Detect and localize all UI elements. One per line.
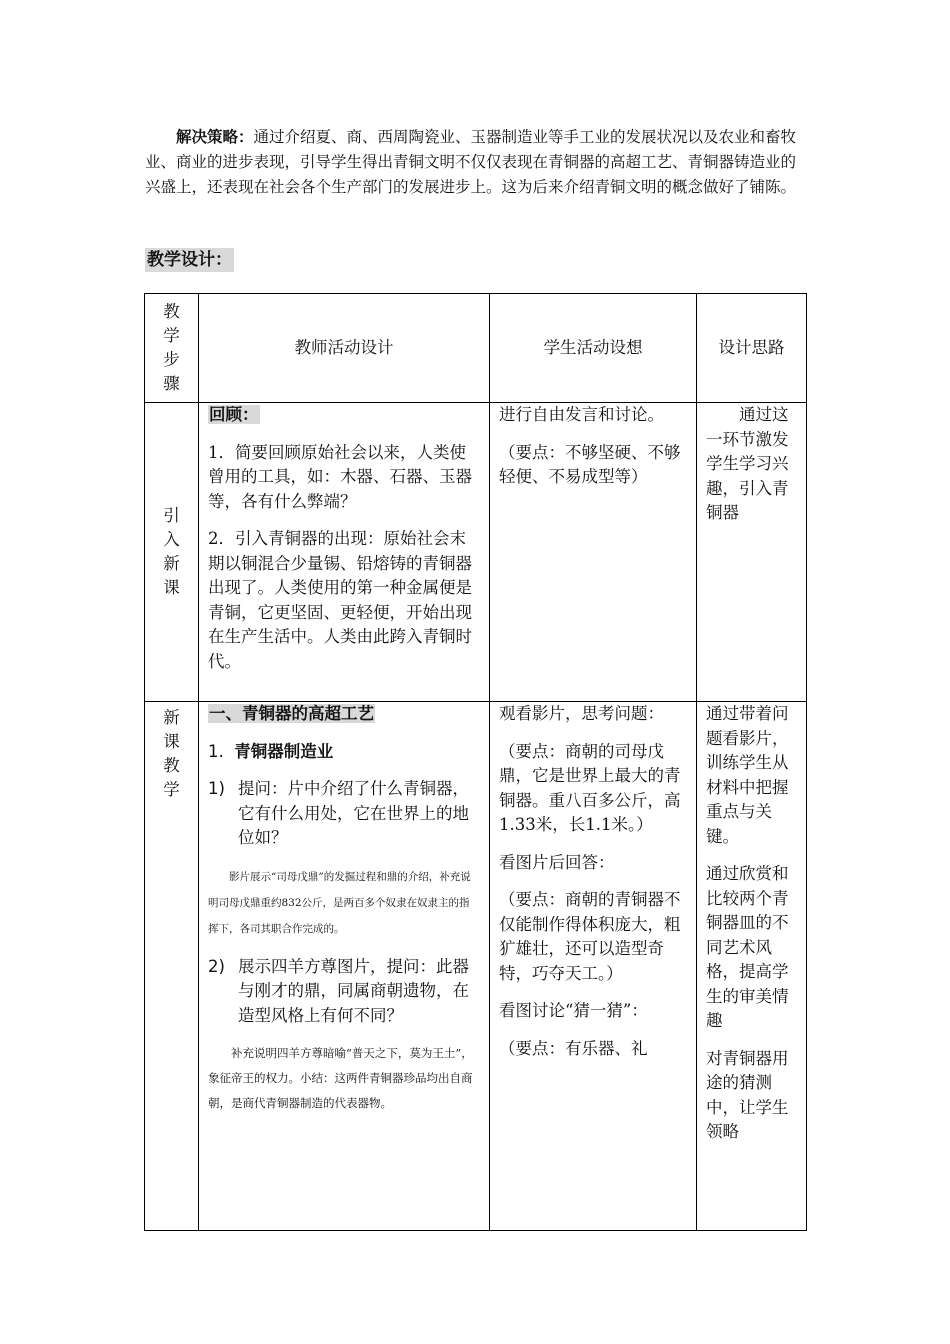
question-2: 展示四羊方尊图片，提问：此器与刚才的鼎，同属商朝遗物，在造型风格上有何不同？ xyxy=(238,956,469,1025)
row2-idea-p3: 对青铜器用途的猜测中，让学生领略 xyxy=(706,1048,789,1141)
row2-idea xyxy=(697,702,807,1231)
header-teacher: 教师活动设计 xyxy=(199,294,490,403)
row2-student xyxy=(490,702,697,1231)
row2-student-p5: 看图讨论“猜一猜”： xyxy=(499,1001,648,1020)
row1-student-p1: 进行自由发言和讨论。 xyxy=(499,405,664,424)
row2-teacher-title: 一、青铜器的高超工艺 xyxy=(209,704,374,723)
teaching-design-table xyxy=(144,293,807,1231)
row2-student-p6: （要点：有乐器、礼 xyxy=(499,1038,648,1058)
table-row xyxy=(145,403,807,702)
note-2: 补充说明四羊方尊暗喻“普天之下，莫为王土”，象征帝王的权力。小结：这两件青铜器珍品均出自商朝，是商代青铜器制造的代表器物。 xyxy=(208,1046,473,1110)
row1-teacher-title: 回顾： xyxy=(209,405,259,424)
question-1: 提问：片中介绍了什么青铜器，它有什么用处，它在世界上的地位如？ xyxy=(238,779,469,847)
intro-text: 通过介绍夏、商、西周陶瓷业、玉器制造业等手工业的发展状况以及农业和畜牧业、商业的进步表现，引导学生得出青铜文明不仅仅表现在青铜器的高超工艺、青铜器铸造业的兴盛上，还表现在社会各个生产部门的发展进步上。这为后来介绍青铜文明的概念做好了铺陈。 xyxy=(145,128,797,196)
header-step: 教学步骤 xyxy=(145,294,199,403)
intro-label: 解决策略： xyxy=(176,127,254,146)
section-title: 教学设计： xyxy=(147,250,232,270)
table-header-row xyxy=(145,294,807,403)
note-1: 影片展示“司母戊鼎”的发掘过程和鼎的介绍，补充说明司母戊鼎重约832公斤，是两百多个奴隶在奴隶主的指挥下，各司其职合作完成的。 xyxy=(208,870,471,935)
row2-sub-title: 青铜器制造业 xyxy=(234,741,334,761)
row2-idea-p1: 通过带着问题看影片，训练学生从材料中把握重点与关键。 xyxy=(706,704,789,846)
row2-step: 新课教学 xyxy=(145,702,199,1231)
row1-idea xyxy=(697,403,807,702)
row2-idea-p2: 通过欣赏和比较两个青铜器皿的不同艺术风格，提高学生的审美情趣 xyxy=(706,864,789,1030)
row1-teacher-p1: 1．简要回顾原始社会以来，人类使曾用的工具，如：木器、石器、玉器等，各有什么弊端？ xyxy=(208,442,472,511)
row1-step: 引入新课 xyxy=(145,403,199,702)
row2-student-p1: 观看影片，思考问题： xyxy=(499,704,664,723)
table-row xyxy=(145,702,807,1231)
header-idea: 设计思路 xyxy=(697,294,807,403)
row2-sub-num: 1. xyxy=(208,741,224,761)
row1-student-p2: （要点：不够坚硬、不够轻便、不易成型等） xyxy=(499,442,681,486)
row1-teacher xyxy=(199,403,490,702)
row2-student-p3: 看图片后回答： xyxy=(499,852,615,872)
row1-teacher-p2: 2．引入青铜器的出现：原始社会末期以铜混合少量锡、铅熔铸的青铜器出现了。人类使用的第一种金属便是青铜，它更坚固、更轻便，开始出现在生产生活中。人类由此跨入青铜时代。 xyxy=(208,529,472,671)
header-student: 学生活动设想 xyxy=(490,294,697,403)
question-item-2: 2) 展示四羊方尊图片，提问：此器与刚才的鼎，同属商朝遗物，在造型风格上有何不同？ xyxy=(208,955,480,1029)
row2-teacher xyxy=(199,702,490,1231)
row1-idea-text: 通过这一环节激发学生学习兴趣，引入青铜器 xyxy=(706,405,789,522)
row1-student xyxy=(490,403,697,702)
intro-paragraph xyxy=(145,124,805,200)
row2-student-p4: （要点：商朝的青铜器不仅能制作得体积庞大，粗犷雄壮，还可以造型奇特，巧夺天工。） xyxy=(499,890,681,983)
question-item-1: 1) 提问：片中介绍了什么青铜器，它有什么用处，它在世界上的地位如？ xyxy=(208,777,480,851)
row2-student-p2: （要点：商朝的司母戊鼎，它是世界上最大的青铜器。重八百多公斤，高1.33米，长1.1米。） xyxy=(499,741,681,834)
